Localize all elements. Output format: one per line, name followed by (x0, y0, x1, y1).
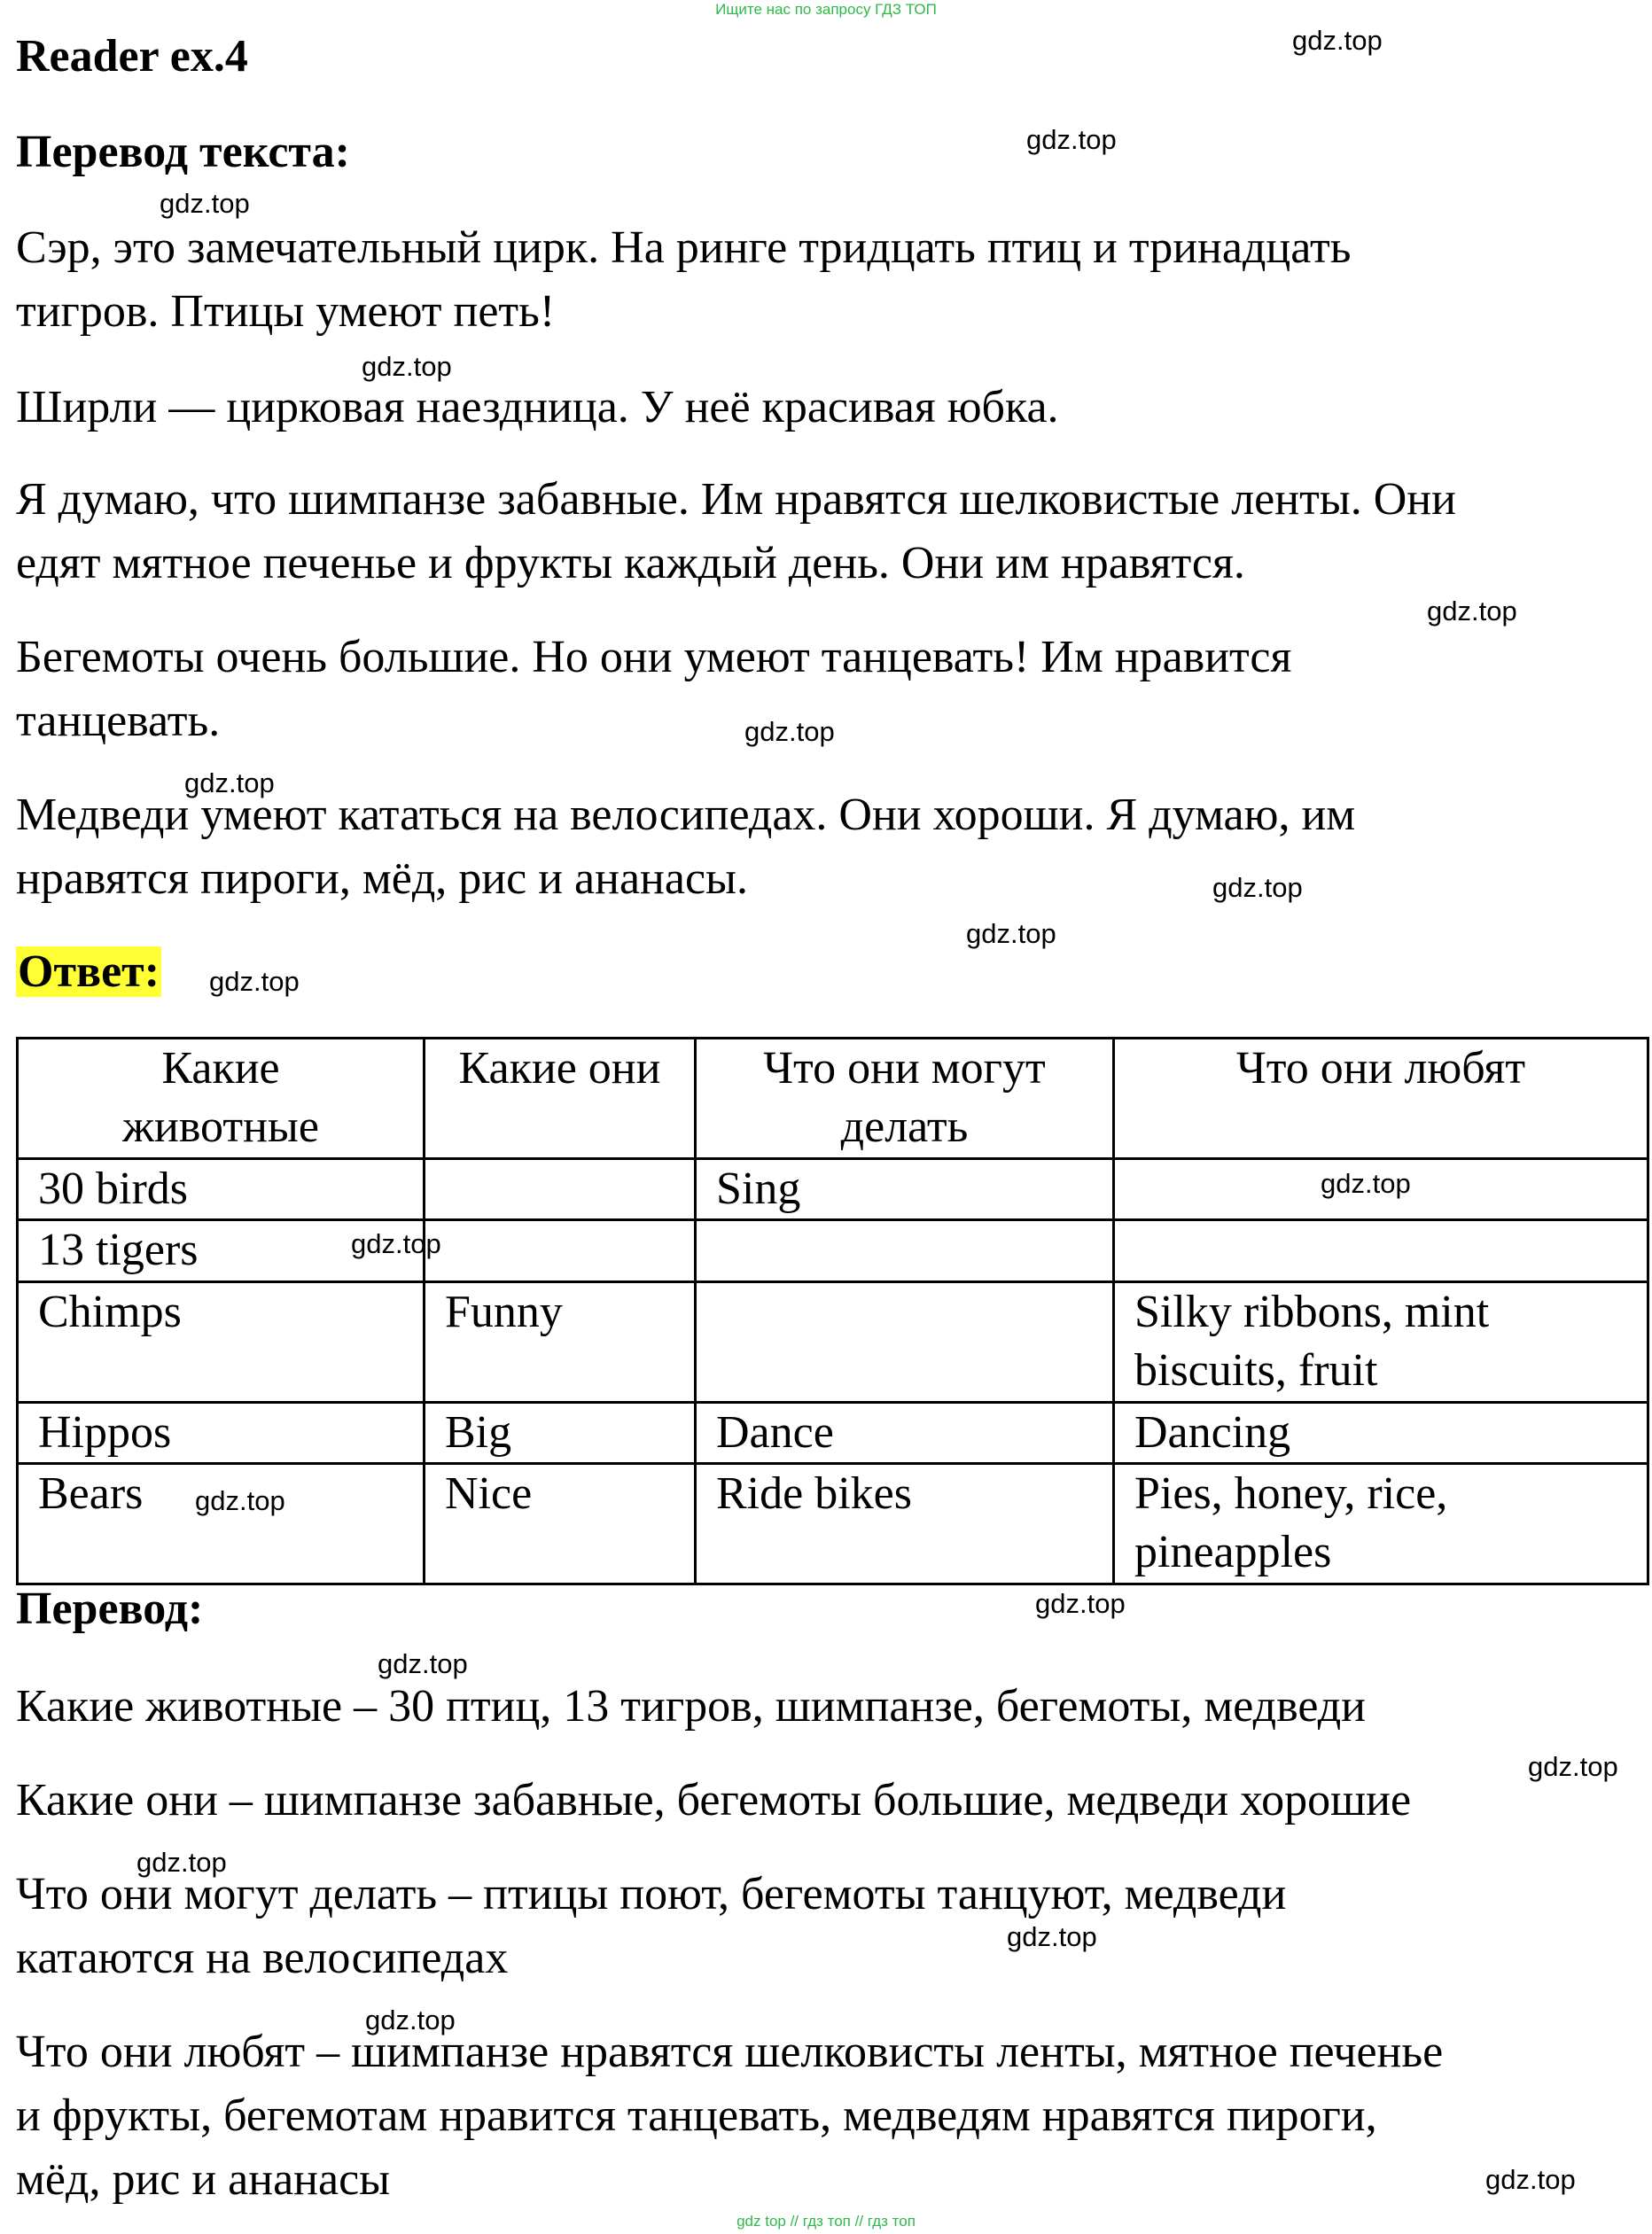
translation-paragraph-5 (16, 783, 1355, 911)
text-line: Какие они – шимпанзе забавные, бегемоты большие, медведи хорошие (16, 1775, 1412, 1825)
watermark-label: gdz.top (136, 1847, 227, 1878)
header-cell: Какие они (425, 1039, 696, 1159)
table-cell (696, 1282, 1114, 1403)
translation-paragraph-1 (16, 216, 1351, 344)
watermark-label: gdz.top (1035, 1588, 1126, 1619)
table-cell: Dancing (1114, 1403, 1648, 1464)
table-cell: Funny (425, 1282, 696, 1403)
watermark-label: gdz.top (744, 716, 835, 747)
answer-label (16, 945, 161, 1010)
header-cell: Какие животные (18, 1039, 425, 1159)
table-row (18, 1282, 1648, 1403)
bottom-banner[interactable]: gdz top // гдз топ // гдз топ (736, 2213, 916, 2230)
text-line: и фрукты, бегемотам нравится танцевать, медведям нравятся пироги, (16, 2090, 1377, 2141)
perevod-paragraph-1 (16, 1675, 1366, 1739)
text-line: Ширли — цирковая наездница. У неё красивая юбка. (16, 382, 1059, 432)
text-line: тигров. Птицы умеют петь! (16, 286, 556, 337)
watermark-label: gdz.top (1427, 595, 1517, 627)
watermark-label: gdz.top (1485, 2164, 1576, 2195)
text-line: Что они могут делать – птицы поют, бегемоты танцуют, медведи (16, 1869, 1287, 1919)
text-line: танцевать. (16, 696, 221, 746)
text-line: Какие животные – 30 птиц, 13 тигров, шимпанзе, бегемоты, медведи (16, 1681, 1367, 1732)
watermark-label: gdz.top (378, 1648, 468, 1679)
text-line: мёд, рис и ананасы (16, 2154, 391, 2205)
text-line: едят мятное печенье и фрукты каждый день. Они им нравятся. (16, 538, 1245, 588)
table-cell: 13 tigers (18, 1220, 425, 1282)
table-cell (696, 1220, 1114, 1282)
watermark-label: gdz.top (351, 1228, 441, 1259)
text-line: катаются на велосипедах (16, 1933, 509, 1983)
header-cell: Что они могут делать (696, 1039, 1114, 1159)
top-banner[interactable]: Ищите нас по запросу ГДЗ ТОП (715, 1, 937, 18)
watermark-label: gdz.top (184, 767, 275, 798)
watermark-label: gdz.top (195, 1485, 285, 1516)
watermark-label: gdz.top (966, 918, 1056, 949)
table-row (18, 1464, 1648, 1584)
table-cell: Chimps (18, 1282, 425, 1403)
translation-heading: Перевод текста: (16, 127, 350, 177)
header-cell: Что они любят (1114, 1039, 1648, 1159)
watermark-label: gdz.top (1292, 25, 1383, 56)
perevod-paragraph-4 (16, 2020, 1443, 2212)
table-cell: Silky ribbons, mint biscuits, fruit (1114, 1282, 1648, 1403)
translation-paragraph-4 (16, 626, 1291, 753)
table-cell: Big (425, 1403, 696, 1464)
table-cell: Bears (18, 1464, 425, 1584)
watermark-label: gdz.top (365, 2004, 456, 2036)
table-cell (1114, 1220, 1648, 1282)
text-line: Бегемоты очень большие. Но они умеют танцевать! Им нравится (16, 632, 1292, 682)
table-row (18, 1220, 1648, 1282)
page-title: Reader ex.4 (16, 31, 248, 82)
text-line: Что они любят – шимпанзе нравятся шелковисты ленты, мятное печенье (16, 2027, 1444, 2077)
perevod-heading: Перевод: (16, 1584, 204, 1634)
watermark-label: gdz.top (1212, 872, 1303, 903)
table-cell: Dance (696, 1403, 1114, 1464)
table-header-row (18, 1039, 1648, 1159)
text-line: Я думаю, что шимпанзе забавные. Им нравятся шелковистые ленты. Они (16, 474, 1456, 525)
table-cell: 30 birds (18, 1159, 425, 1220)
table-cell: Hippos (18, 1403, 425, 1464)
watermark-label: gdz.top (209, 966, 300, 997)
watermark-label: gdz.top (1528, 1751, 1618, 1782)
watermark-label: gdz.top (160, 188, 250, 219)
perevod-paragraph-2 (16, 1769, 1411, 1833)
watermark-label: gdz.top (1321, 1168, 1411, 1199)
table-cell (425, 1159, 696, 1220)
text-line: нравятся пироги, мёд, рис и ананасы. (16, 853, 748, 904)
table-cell: Nice (425, 1464, 696, 1584)
table-cell: Ride bikes (696, 1464, 1114, 1584)
translation-paragraph-2 (16, 376, 1059, 440)
table-cell (425, 1220, 696, 1282)
watermark-label: gdz.top (362, 351, 452, 382)
table-cell: Pies, honey, rice, pineapples (1114, 1464, 1648, 1584)
translation-paragraph-3 (16, 468, 1456, 595)
table-cell: Sing (696, 1159, 1114, 1220)
watermark-label: gdz.top (1007, 1921, 1097, 1952)
text-line: Медведи умеют кататься на велосипедах. Они хороши. Я думаю, им (16, 790, 1356, 840)
answer-label-text: Ответ: (18, 946, 160, 997)
table-row (18, 1403, 1648, 1464)
watermark-label: gdz.top (1026, 124, 1117, 155)
text-line: Сэр, это замечательный цирк. На ринге тридцать птиц и тринадцать (16, 222, 1352, 273)
